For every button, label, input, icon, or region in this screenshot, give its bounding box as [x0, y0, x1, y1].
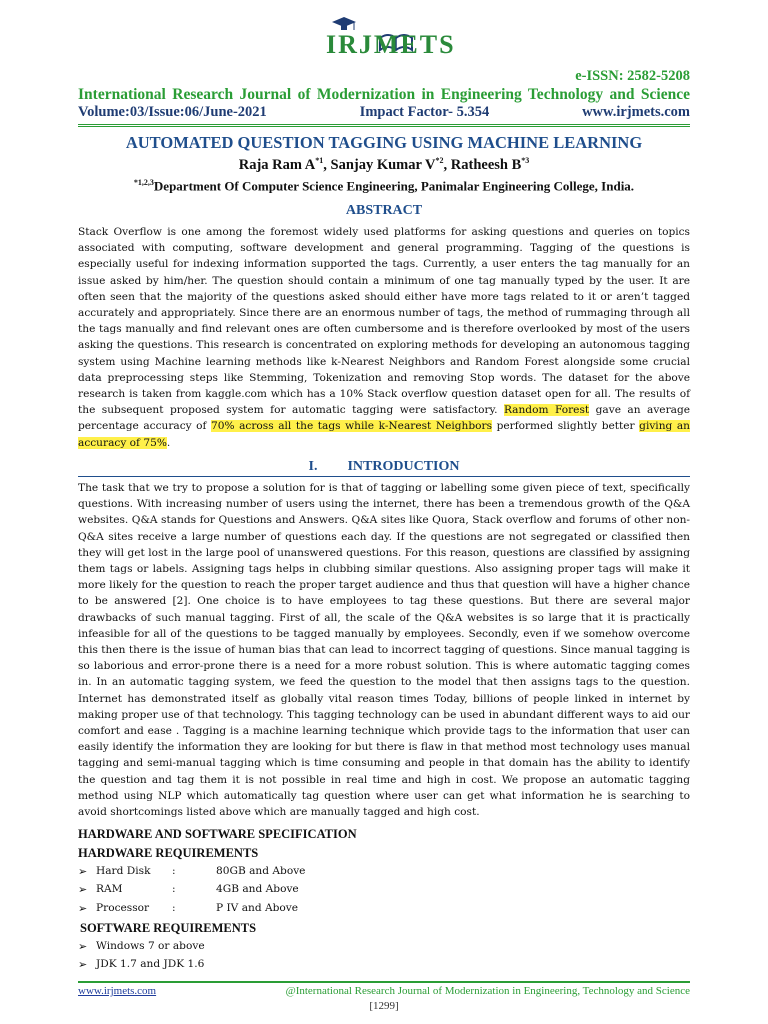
journal-website: www.irjmets.com [582, 104, 690, 120]
separator: : [172, 865, 176, 877]
arrow-bullet-icon: ➢ [78, 865, 88, 878]
header-divider [78, 124, 690, 127]
author-name: , Sanjay Kumar V [323, 156, 436, 173]
software-heading: SOFTWARE REQUIREMENTS [80, 921, 257, 935]
abstract-text [78, 224, 690, 451]
volume-issue: Volume:03/Issue:06/June-2021 [78, 104, 267, 120]
section-number: I. [308, 459, 318, 474]
footer-copyright: @International Research Journal of Modernization in Engineering, Technology and Science [285, 985, 690, 997]
hardware-value: 80GB and Above [216, 865, 306, 877]
author-list [78, 156, 690, 174]
highlight-accuracy-70: 70% across all the tags while k-Nearest Neighbors [211, 420, 493, 433]
page-number: [1299] [369, 1000, 399, 1012]
issn-number: e-ISSN: 2582-5208 [575, 68, 690, 84]
section-title: INTRODUCTION [347, 459, 460, 474]
footer-website-link[interactable]: www.irjmets.com [78, 985, 157, 997]
introduction-heading [78, 459, 690, 475]
affiliation-text: Department Of Computer Science Engineering, Panimalar Engineering College, India. [153, 178, 635, 194]
highlight-accuracy-75: giving an accuracy of 75% [78, 420, 690, 449]
author-name: , Ratheesh B [443, 156, 522, 173]
abstract-body: performed slightly better [492, 420, 640, 433]
hardware-name: RAM [96, 883, 123, 895]
author-marker: *2 [435, 156, 444, 165]
hardware-value: 4GB and Above [216, 883, 299, 895]
separator: : [172, 883, 176, 895]
journal-logo [320, 14, 460, 70]
highlight-random-forest: Random Forest [503, 404, 590, 417]
abstract-heading: ABSTRACT [345, 203, 423, 218]
author-marker: *3 [521, 156, 530, 165]
separator: : [172, 902, 176, 914]
logo-text: IRJMETS [326, 30, 456, 59]
footer-divider [78, 981, 690, 983]
hardware-name: Hard Disk [96, 865, 151, 877]
software-name: JDK 1.7 and JDK 1.6 [96, 958, 205, 970]
arrow-bullet-icon: ➢ [78, 958, 88, 971]
abstract-body: gave an average percentage accuracy of [78, 404, 691, 433]
introduction-divider [78, 476, 690, 477]
hardware-value: P IV and Above [216, 902, 299, 914]
software-name: Windows 7 or above [96, 940, 205, 952]
abstract-body: Stack Overflow is one among the foremost widely used platforms for asking questions and queries on topics associated with computing, software development and general programming. Tagging of the questions is especially useful for indexing information supported the tags. Currently, a user enters the tag manually for an issue asked by him/her. The question should contain a minimum of one tag manually typed by the user. It are often seen that the majority of the questions asked should either have more tags related to it or aren’t tagged accurately and appropriately. Since there are an enormous number of tags, the method of rummaging through all the tags manually and find relevant ones are often cumbersome and is therefore overlooked by most of the users asking the questions. This research is concentrated on exploring methods for developing an autonomous tagging system using Machine learning methods like k-Nearest Neighbors and Random Forest alongside some crucial data preprocessing steps like Stemming, Tokenization and removing Stop words. The dataset for the above research is taken from kaggle.com which has a 10% Stack overflow question dataset open for all. The results of the subsequent proposed system for automatic tagging were satisfactory. [78, 226, 690, 417]
hardware-name: Processor [96, 902, 150, 914]
arrow-bullet-icon: ➢ [78, 940, 88, 953]
author-name: Raja Ram A [238, 156, 316, 173]
introduction-text: The task that we try to propose a solution for is that of tagging or labelling some given piece of text, specifically questions. With increasing number of users using the internet, there has been a tremendous growth of the Q&A websites. Q&A stands for Questions and Answers. Q&A sites like Quora, Stack overflow and forums of other non- Q&A sites receive a large number of questions each day. If the questions are not segregated or classified then they will get lost in the large pool of unanswered questions. For this reason, questions are classified by assigning them tags or labels. Assigning tags helps in clubbing similar questions. Also assigning proper tags will make it more likely for the question to reach the proper target audience and thus that question will have a higher chance to be answered [2]. One choice is to have employees to tag these questions. But there are several major drawbacks of such manual tagging. First of all, the scale of the Q&A websites is so large that it is practically infeasible for all of the questions to be tagged manually by employees. Secondly, even if we somehow overcome this then there is the issue of human bias that can lead to incorrect tagging of questions. Since manual tagging is so laborious and error-prone there is a need for a more robust solution. This is where automatic tagging comes in. In an automatic tagging system, we feed the question to the model that then assigns tags to the question. Internet has demonstrated itself as globally vital reason times Today, billions of people linked in internet by making proper use of that technology. This tagging technology can be used in abundant different ways to aid our comfort and ease . Tagging is a machine learning technique which provide tags to the information that user can easily identify the information they are looking for but there is flaw in that method most technology uses manual tagging and semi-manual tagging which is time consuming and people in that domain has the ability to identify the question and tag them it is not possible in real time and high in cost. We propose an automatic tagging method using NLP which automatically tag question where user can get what information he is searching to avoid shortcomings listed above which are manually tagged and high cost. [78, 482, 690, 819]
journal-name: International Research Journal of Modernization in Engineering Technology and Science [78, 86, 690, 103]
volume-row [78, 104, 690, 121]
arrow-bullet-icon: ➢ [78, 883, 88, 896]
affiliation [78, 178, 690, 194]
hardware-heading: HARDWARE REQUIREMENTS [78, 846, 259, 860]
specification-heading: HARDWARE AND SOFTWARE SPECIFICATION [78, 827, 357, 841]
paper-title: AUTOMATED QUESTION TAGGING USING MACHINE LEARNING [125, 133, 643, 152]
arrow-bullet-icon: ➢ [78, 902, 88, 915]
abstract-body: . [166, 436, 171, 449]
affiliation-marker: *1,2,3 [133, 178, 154, 187]
author-marker: *1 [315, 156, 324, 165]
impact-factor: Impact Factor- 5.354 [359, 104, 490, 120]
